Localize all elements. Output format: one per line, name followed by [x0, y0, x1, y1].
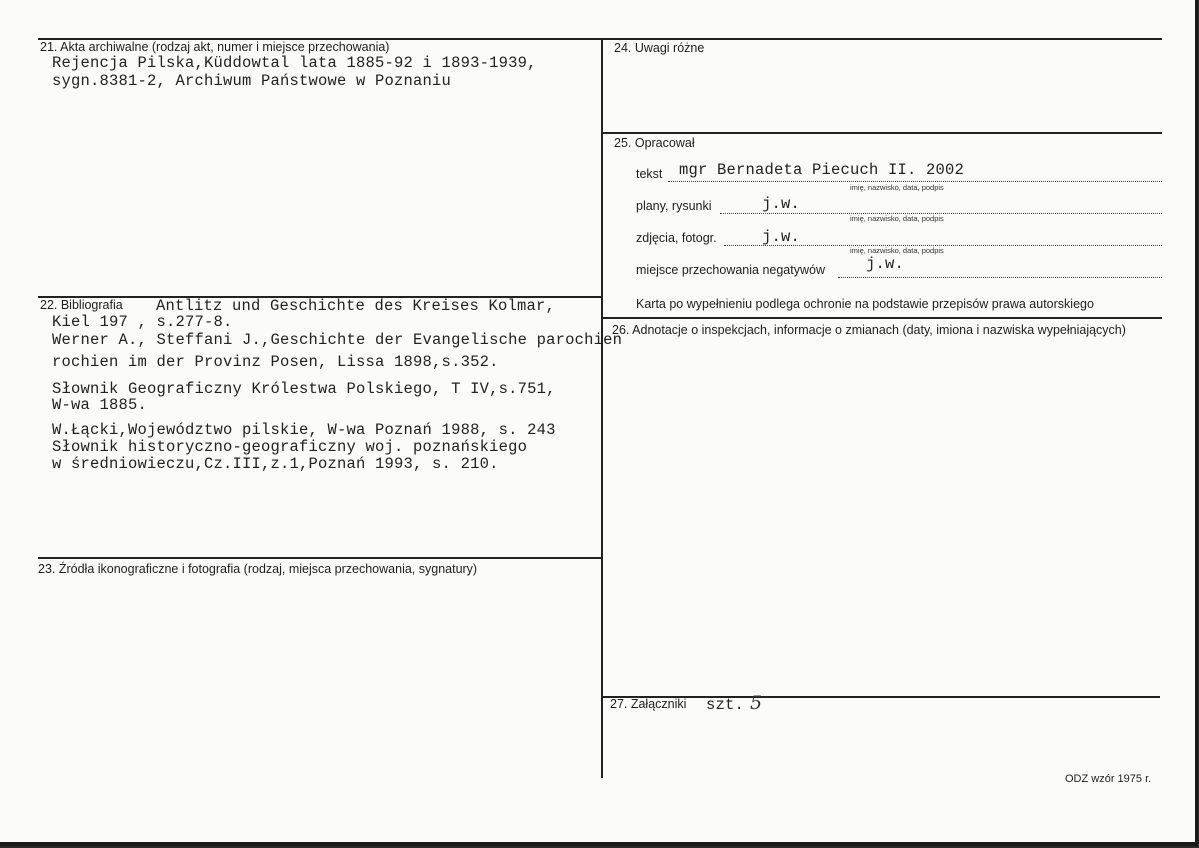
section-22-label: 22. Bibliografia [40, 298, 123, 312]
section-22-line: Antlitz und Geschichte des Kreises Kolmar, [156, 297, 556, 315]
row-value-tekst: mgr Bernadeta Piecuch II. 2002 [679, 161, 965, 179]
row-value-plany: j.w. [762, 195, 801, 213]
section-23-label: 23. Źródła ikonograficzne i fotografia (rodzaj, miejsca przechowania, sygnatury) [38, 562, 478, 576]
row-dotline [668, 181, 1162, 182]
divider-22-23 [38, 557, 601, 559]
section-25-label: 25. Opracował [614, 136, 695, 150]
attachments-count-handwritten: 5 [750, 692, 763, 714]
section-27-label: 27. Załączniki [610, 697, 687, 711]
section-22-line: W.Łącki,Województwo pilskie, W-wa Poznań 1988, s. 243 [52, 421, 556, 439]
row-label-tekst: tekst [636, 167, 663, 181]
row-dotline [838, 277, 1162, 278]
row-value-negatywy: j.w. [866, 255, 905, 273]
section-26-label: 26. Adnotacje o inspekcjach, informacje o zmianach (daty, imiona i nazwiska wypełniających) [612, 323, 1126, 337]
row-label-plany: plany, rysunki [636, 199, 712, 213]
section-22-line: Werner A., Steffani J.,Geschichte der Evangelische parochien [52, 331, 623, 349]
section-22-line: W-wa 1885. [52, 396, 148, 414]
row-caption: imię, nazwisko, data, podpis [850, 183, 944, 192]
form-version-footer: ODZ wzór 1975 r. [1065, 773, 1152, 785]
section-21-label: 21. Akta archiwalne (rodzaj akt, numer i miejsce przechowania) [40, 40, 390, 54]
attachments-count-label: szt. [706, 696, 745, 714]
section-22-line: rochien im der Provinz Posen, Lissa 1898,s.352. [52, 353, 499, 371]
section-22-line: Kiel 197 , s.277-8. [52, 313, 233, 331]
section-21-line: sygn.8381-2, Archiwum Państwowe w Poznaniu [52, 72, 452, 90]
row-caption: imię, nazwisko, data, podpis [850, 214, 944, 223]
section-21-line: Rejencja Pilska,Küddowtal lata 1885-92 i 1893-1939, [52, 54, 537, 72]
row-value-zdjecia: j.w. [762, 228, 801, 246]
row-caption: imię, nazwisko, data, podpis [850, 246, 944, 255]
section-22-line: w średniowieczu,Cz.III,z.1,Poznań 1993, s. 210. [52, 455, 499, 473]
divider-24-25 [601, 132, 1162, 134]
row-label-zdjecia: zdjęcia, fotogr. [636, 231, 717, 245]
section-22-line: Słownik Geograficzny Królestwa Polskiego, T IV,s.751, [52, 380, 556, 398]
section-22-line: Słownik historyczno-geograficzny woj. poznańskiego [52, 438, 528, 456]
center-divider [601, 38, 603, 778]
divider-25-26 [601, 317, 1162, 319]
section-24-label: 24. Uwagi różne [614, 41, 705, 55]
copyright-note: Karta po wypełnieniu podlega ochronie na podstawie przepisów prawa autorskiego [636, 297, 1094, 311]
row-label-negatywy: miejsce przechowania negatywów [636, 263, 825, 277]
